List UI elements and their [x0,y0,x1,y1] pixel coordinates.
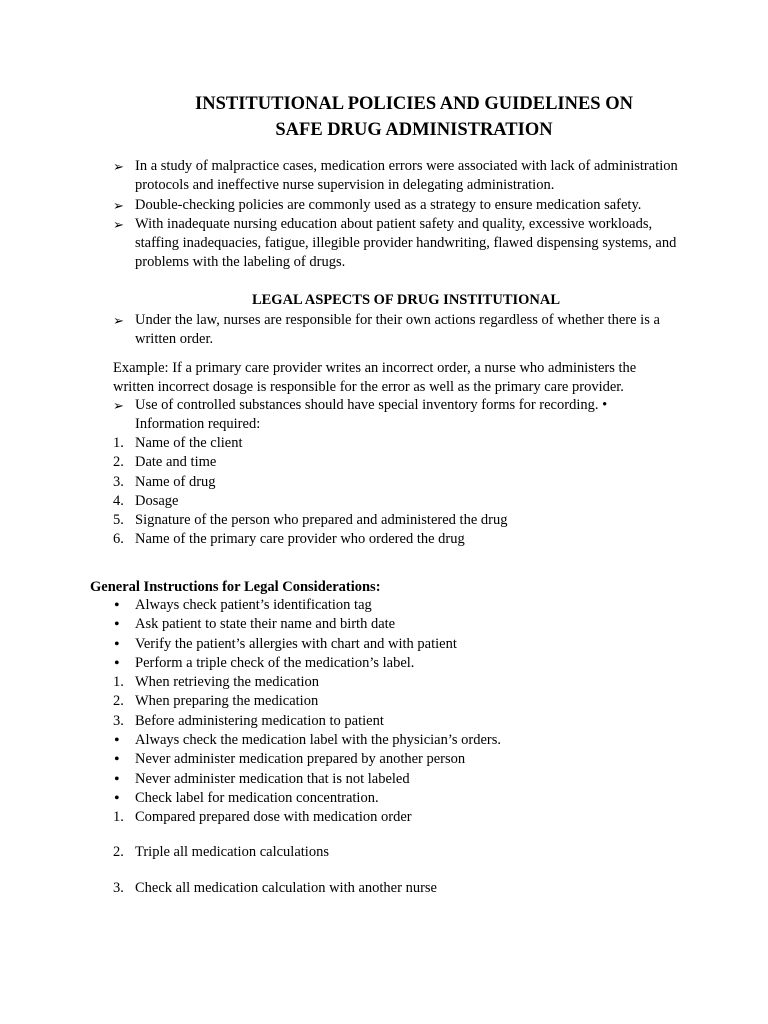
list-number: 2. [113,454,124,471]
intro-point [113,215,679,273]
instruction-text: Always check patient’s identification tag [135,597,372,613]
required-info-text: Signature of the person who prepared and administered the drug [135,512,508,529]
instruction-item [113,731,679,750]
list-number: 2. [113,844,124,861]
required-info-item [113,434,679,453]
required-info-text: Name of drug [135,473,216,490]
list-number: 5. [113,512,124,529]
legal-example: Example: If a primary care provider writes an incorrect order, a nurse who administers the written incorrect dosage is responsible for the error as well as the primary care provider. [113,360,637,396]
instruction-item [113,596,679,615]
bullet-icon: • [114,751,120,769]
arrow-bullet-icon: ➢ [113,216,124,232]
bullet-icon: • [114,635,120,653]
legal-point-text: Under the law, nurses are responsible for their own actions regardless of whether there is a written order. [135,312,660,348]
instruction-item [113,615,679,634]
instruction-item [113,654,679,673]
arrow-bullet-icon: ➢ [113,197,124,213]
required-info-item [113,473,679,492]
triple-check-text: Before administering medication to patient [135,712,384,729]
legal-aspects-heading: LEGAL ASPECTS OF DRUG INSTITUTIONAL [251,292,561,308]
final-step-item [113,843,679,862]
required-info-item [113,492,679,511]
triple-check-text: When preparing the medication [135,693,319,710]
final-step-text: Triple all medication calculations [135,844,329,861]
final-step-item [113,879,679,898]
final-step-item [113,808,679,827]
intro-point-text: Double-checking policies are commonly used as a strategy to ensure medication safety. [135,196,642,213]
final-step-text: Compared prepared dose with medication order [135,809,412,825]
required-info-item [113,511,679,530]
document-title [0,91,768,143]
required-info-text: Name of the primary care provider who ordered the drug [135,531,465,548]
instruction-text: Never administer medication that is not labeled [135,770,410,787]
legal-point [113,396,679,435]
required-info-list [113,434,679,550]
instruction-item [113,750,679,769]
title-line-1: INSTITUTIONAL POLICIES AND GUIDELINES ON [195,94,633,114]
legal-point-text: Use of controlled substances should have special inventory forms for recording. • Information required: [135,397,608,433]
general-instructions-heading: General Instructions for Legal Considerations: [90,579,381,595]
required-info-item [113,453,679,472]
arrow-bullet-icon: ➢ [113,159,124,174]
list-number: 6. [113,531,124,548]
required-info-text: Date and time [135,454,217,471]
arrow-bullet-icon: ➢ [113,313,124,328]
list-number: 1. [113,809,124,825]
intro-point [113,157,679,196]
legal-point [113,311,679,350]
triple-check-list [113,673,679,731]
intro-points-list [113,157,679,273]
instruction-item [113,789,679,808]
list-number: 2. [113,693,124,710]
list-number: 1. [113,435,124,451]
instruction-item [113,635,679,654]
bullet-icon: • [114,770,120,788]
required-info-text: Dosage [135,492,179,509]
instruction-text: Perform a triple check of the medication’s label. [135,654,415,671]
instruction-text: Ask patient to state their name and birth date [135,616,396,633]
instruction-text: Verify the patient’s allergies with chart and with patient [135,635,457,652]
required-info-item [113,530,679,549]
title-line-2: SAFE DRUG ADMINISTRATION [275,120,553,140]
list-number: 3. [113,879,124,896]
instruction-text: Always check the medication label with the physician’s orders. [135,732,502,748]
final-step-text: Check all medication calculation with another nurse [135,879,437,896]
legal-point-list [113,311,679,350]
bullet-icon: • [114,789,120,807]
triple-check-text: When retrieving the medication [135,674,319,690]
bullet-icon: • [114,654,120,672]
bullet-icon: • [114,732,120,749]
triple-check-item [113,673,679,692]
bullet-icon: • [114,616,120,634]
controlled-substances-list [113,396,679,435]
required-info-text: Name of the client [135,435,243,451]
list-number: 1. [113,674,124,690]
triple-check-item [113,712,679,731]
intro-point [113,196,679,215]
bullet-icon: • [114,597,120,614]
intro-point-text: With inadequate nursing education about patient safety and quality, excessive workloads, staffing inadequacies, fatigue, illegible provider handwriting, flawed dispensing systems, and problems with the labeling of drugs. [135,215,677,271]
instruction-text: Check label for medication concentration. [135,789,379,806]
instruction-text: Never administer medication prepared by another person [135,751,466,768]
general-bullets-b [113,731,679,808]
instruction-item [113,770,679,789]
list-number: 3. [113,712,124,729]
intro-point-text: In a study of malpractice cases, medication errors were associated with lack of administration protocols and ineffective nurse supervision in delegating administration. [135,158,678,194]
list-number: 3. [113,473,124,490]
triple-check-item [113,692,679,711]
final-steps-list [113,808,679,898]
list-number: 4. [113,492,124,509]
general-bullets-a [113,596,679,673]
arrow-bullet-icon: ➢ [113,398,124,413]
